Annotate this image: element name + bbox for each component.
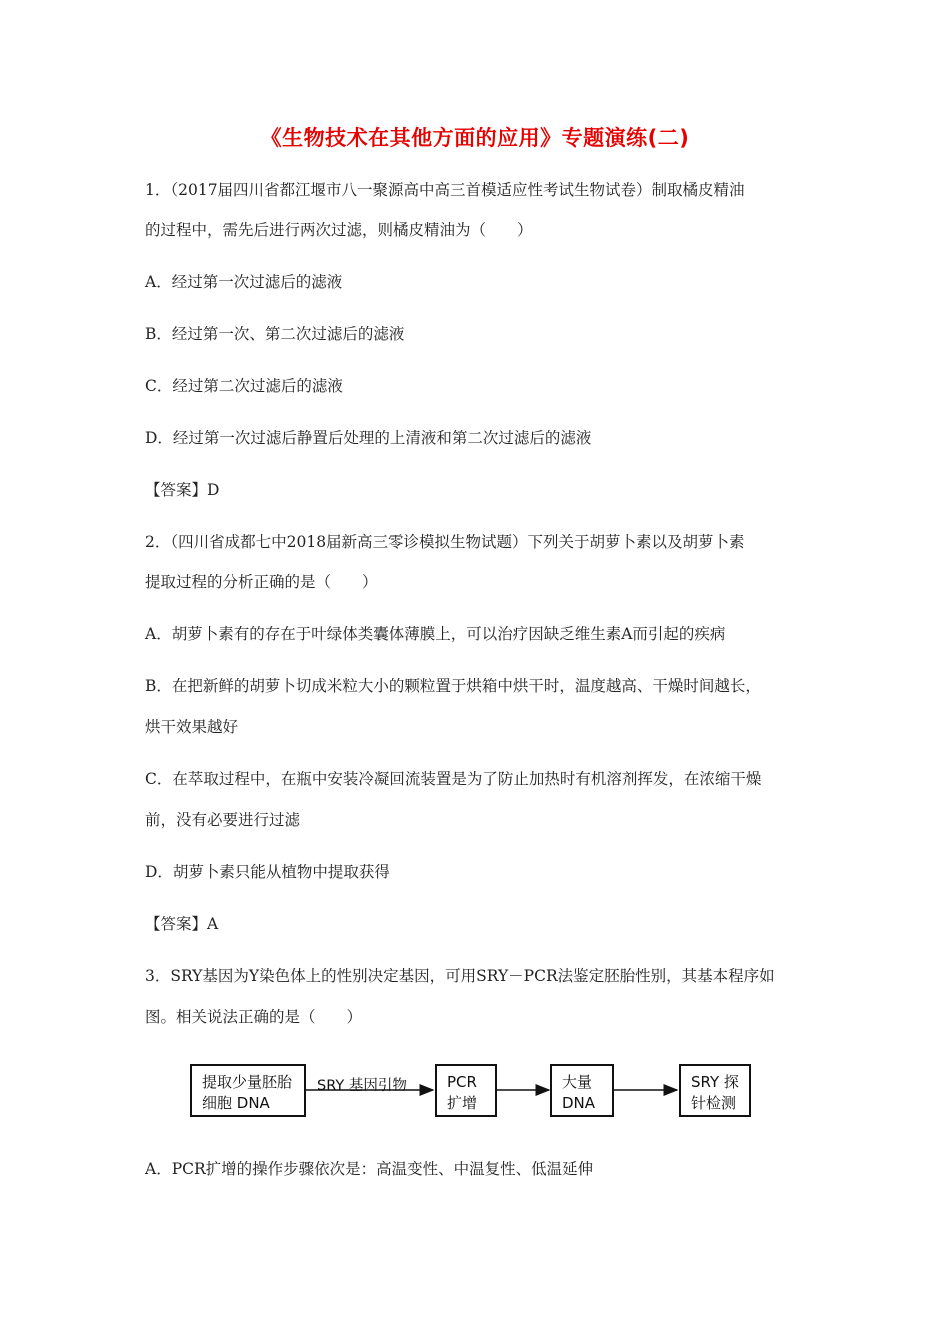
flow-arrow-label-primers: SRY 基因引物: [317, 1078, 407, 1094]
flow-box-large-dna: [550, 1064, 614, 1117]
question-2-answer: 【答案】A: [145, 915, 219, 933]
question-3-stem-line-2: 图。相关说法正确的是（ ）: [145, 1008, 363, 1026]
question-1-option-a: A．经过第一次过滤后的滤液: [145, 273, 343, 291]
question-2-stem-line-2: 提取过程的分析正确的是（ ）: [145, 573, 378, 591]
flow-box-pcr-amplify-line-1: PCR: [447, 1073, 477, 1091]
question-3-option-a: A．PCR扩增的操作步骤依次是：高温变性、中温复性、低温延伸: [145, 1160, 594, 1178]
flow-box-extract-dna: [190, 1064, 306, 1117]
question-1-stem-line-2: 的过程中，需先后进行两次过滤，则橘皮精油为（ ）: [145, 221, 533, 239]
question-2-option-c-line-1: C．在萃取过程中，在瓶中安装冷凝回流装置是为了防止加热时有机溶剂挥发，在浓缩干燥: [145, 770, 762, 788]
flow-box-extract-dna-line-2: 细胞 DNA: [202, 1094, 270, 1112]
page-title: 《生物技术在其他方面的应用》专题演练(二): [260, 126, 690, 150]
question-2-option-a: A．胡萝卜素有的存在于叶绿体类囊体薄膜上，可以治疗因缺乏维生素A而引起的疾病: [145, 625, 726, 643]
question-2-stem-line-1: 2．（四川省成都七中2018届新高三零诊模拟生物试题）下列关于胡萝卜素以及胡萝卜素: [145, 533, 745, 551]
question-1-answer: 【答案】D: [145, 481, 220, 499]
flow-box-sry-probe: [679, 1064, 751, 1117]
flow-box-pcr-amplify-line-2: 扩增: [447, 1094, 478, 1112]
flow-box-pcr-amplify: [435, 1064, 497, 1117]
flow-box-large-dna-line-1: 大量: [562, 1073, 593, 1091]
question-1-option-c: C．经过第二次过滤后的滤液: [145, 377, 343, 395]
flow-box-large-dna-line-2: DNA: [562, 1094, 596, 1112]
question-2-option-c-line-2: 前，没有必要进行过滤: [145, 811, 301, 829]
question-2-option-d: D．胡萝卜素只能从植物中提取获得: [145, 863, 390, 881]
question-1-stem-line-1: 1．（2017届四川省都江堰市八一聚源高中高三首模适应性考试生物试卷）制取橘皮精油: [145, 181, 745, 199]
question-3-stem-line-1: 3．SRY基因为Y染色体上的性别决定基因，可用SRY－PCR法鉴定胚胎性别，其基本程序如: [145, 967, 775, 985]
question-2-option-b-line-2: 烘干效果越好: [145, 718, 239, 736]
flow-box-extract-dna-line-1: 提取少量胚胎: [202, 1073, 293, 1091]
question-2-option-b-line-1: B．在把新鲜的胡萝卜切成米粒大小的颗粒置于烘箱中烘干时，温度越高、干燥时间越长，: [145, 677, 761, 695]
flow-box-sry-probe-line-1: SRY 探: [691, 1073, 739, 1091]
flow-box-sry-probe-line-2: 针检测: [691, 1094, 737, 1112]
question-1-option-d: D．经过第一次过滤后静置后处理的上清液和第二次过滤后的滤液: [145, 429, 592, 447]
question-1-option-b: B．经过第一次、第二次过滤后的滤液: [145, 325, 405, 343]
